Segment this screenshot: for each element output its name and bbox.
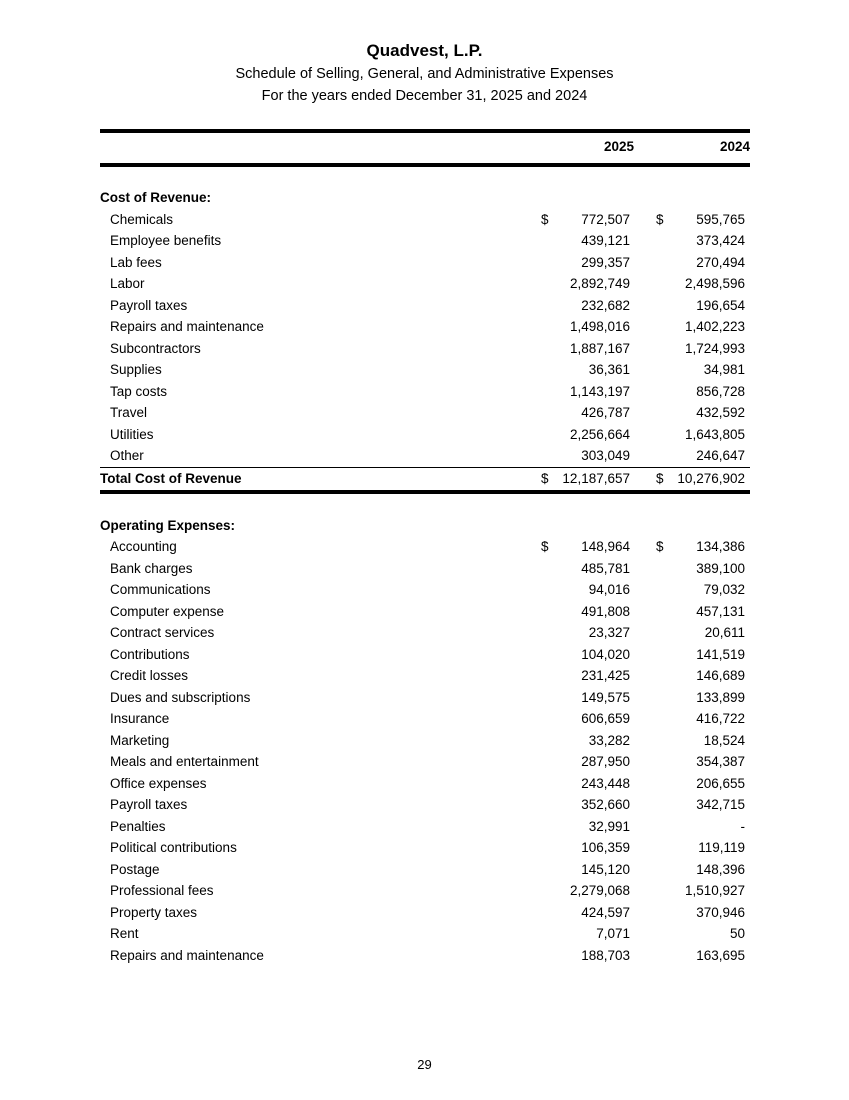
currency-symbol: $ bbox=[656, 470, 664, 486]
total-label: Total Cost of Revenue bbox=[100, 470, 242, 486]
value-2024: 196,654 bbox=[696, 297, 745, 313]
value-2025: 287,950 bbox=[581, 754, 630, 769]
value-2024: 1,510,927 bbox=[684, 883, 745, 898]
row-label: Professional fees bbox=[110, 883, 214, 898]
value-2024: 50 bbox=[729, 926, 745, 941]
table-row bbox=[100, 445, 750, 467]
table-row bbox=[100, 687, 750, 709]
value-2025: 243,448 bbox=[581, 775, 630, 791]
value-2025: 1,887,167 bbox=[569, 340, 630, 356]
table-row bbox=[100, 359, 750, 381]
row-label: Chemicals bbox=[110, 211, 174, 227]
table-row bbox=[100, 601, 750, 623]
value-2024: 20,611 bbox=[704, 625, 745, 640]
table-row bbox=[100, 338, 750, 360]
table-row bbox=[100, 794, 750, 816]
row-label: Contributions bbox=[110, 646, 190, 662]
value-2025: 352,660 bbox=[581, 797, 630, 812]
value-2025: 485,781 bbox=[581, 560, 630, 576]
table-row bbox=[100, 816, 750, 838]
period-subtitle: For the years ended December 31, 2025 and 2024 bbox=[261, 88, 588, 104]
row-label: Repairs and maintenance bbox=[110, 319, 264, 334]
value-2025: 1,143,197 bbox=[569, 383, 630, 399]
value-2025: 188,703 bbox=[581, 947, 630, 963]
value-2024: 79,032 bbox=[703, 582, 745, 597]
row-label: Employee benefits bbox=[110, 233, 222, 248]
table-row bbox=[100, 558, 750, 580]
value-2024: 856,728 bbox=[696, 383, 745, 399]
table-row bbox=[100, 730, 750, 752]
value-2025: 491,808 bbox=[581, 603, 630, 619]
row-label: Lab fees bbox=[110, 254, 162, 270]
row-label: Marketing bbox=[110, 732, 170, 748]
value-2025: 148,964 bbox=[581, 539, 630, 554]
table-row bbox=[100, 230, 750, 252]
table-row bbox=[100, 536, 750, 558]
value-2024: 134,386 bbox=[696, 539, 745, 554]
value-2025: 772,507 bbox=[581, 211, 630, 227]
row-label: Supplies bbox=[110, 362, 162, 377]
value-2024: 119,119 bbox=[698, 840, 745, 855]
table-row bbox=[100, 751, 750, 773]
value-2024: 34,981 bbox=[703, 362, 745, 377]
value-2025: 231,425 bbox=[581, 668, 630, 683]
value-2024: 146,689 bbox=[696, 668, 745, 683]
total-cost-of-revenue-row bbox=[100, 467, 750, 494]
column-header-row bbox=[100, 129, 750, 167]
row-label: Political contributions bbox=[110, 840, 237, 855]
page-number: 29 bbox=[417, 1057, 432, 1072]
table-row bbox=[100, 859, 750, 881]
value-2024: 206,655 bbox=[696, 775, 745, 791]
table-row bbox=[100, 902, 750, 924]
value-2025: 232,682 bbox=[581, 297, 630, 313]
currency-symbol: $ bbox=[656, 539, 664, 554]
row-label: Communications bbox=[110, 582, 211, 597]
value-2024: 1,724,993 bbox=[684, 340, 745, 356]
value-2025: 2,279,068 bbox=[569, 883, 630, 898]
value-2024: 246,647 bbox=[696, 448, 745, 463]
value-2024: 595,765 bbox=[696, 211, 745, 227]
value-2024: 389,100 bbox=[696, 560, 745, 576]
cost-of-revenue-heading: Cost of Revenue: bbox=[100, 190, 212, 205]
table-row bbox=[100, 644, 750, 666]
value-2024: 163,695 bbox=[696, 947, 745, 963]
table-row bbox=[100, 295, 750, 317]
row-label: Payroll taxes bbox=[110, 297, 188, 313]
expense-schedule-table bbox=[100, 129, 750, 966]
table-row bbox=[100, 579, 750, 601]
value-2024: 354,387 bbox=[696, 754, 745, 769]
value-2024: 1,402,223 bbox=[684, 319, 745, 334]
value-2024: 373,424 bbox=[696, 233, 745, 248]
value-2025: 606,659 bbox=[581, 711, 630, 726]
row-label: Utilities bbox=[110, 426, 154, 442]
row-label: Dues and subscriptions bbox=[110, 689, 251, 705]
cost-of-revenue-rows bbox=[100, 209, 750, 467]
row-label: Payroll taxes bbox=[110, 797, 188, 812]
row-label: Penalties bbox=[110, 818, 166, 834]
table-row bbox=[100, 316, 750, 338]
value-2025: 1,498,016 bbox=[569, 319, 630, 334]
value-2025: 426,787 bbox=[581, 405, 630, 420]
table-row bbox=[100, 945, 750, 967]
value-2024: 342,715 bbox=[696, 797, 745, 812]
value-2024: 432,592 bbox=[696, 405, 745, 420]
table-row bbox=[100, 273, 750, 295]
table-row bbox=[100, 837, 750, 859]
row-label: Credit losses bbox=[110, 668, 189, 683]
row-label: Repairs and maintenance bbox=[110, 947, 264, 963]
currency-symbol: $ bbox=[541, 539, 549, 554]
value-2024: 2,498,596 bbox=[684, 276, 745, 291]
value-2025: 439,121 bbox=[581, 233, 630, 248]
total-2024-value: 10,276,902 bbox=[677, 470, 745, 486]
column-header-2024: 2024 bbox=[719, 139, 750, 154]
row-label: Subcontractors bbox=[110, 340, 201, 356]
table-row bbox=[100, 424, 750, 446]
table-row bbox=[100, 402, 750, 424]
value-2024: 370,946 bbox=[696, 904, 745, 920]
row-label: Contract services bbox=[110, 625, 215, 640]
table-row bbox=[100, 665, 750, 687]
value-2025: 424,597 bbox=[581, 904, 630, 920]
table-row bbox=[100, 880, 750, 902]
row-label: Property taxes bbox=[110, 904, 198, 920]
table-row bbox=[100, 252, 750, 274]
value-2024: - bbox=[740, 818, 745, 834]
value-2024: 416,722 bbox=[696, 711, 745, 726]
company-name: Quadvest, L.P. bbox=[366, 41, 483, 60]
value-2025: 2,892,749 bbox=[569, 276, 630, 291]
value-2025: 106,359 bbox=[581, 840, 630, 855]
row-label: Rent bbox=[110, 926, 139, 941]
column-header-2025: 2025 bbox=[603, 139, 634, 154]
table-row bbox=[100, 773, 750, 795]
value-2024: 18,524 bbox=[703, 732, 745, 748]
value-2024: 133,899 bbox=[696, 689, 745, 705]
value-2024: 141,519 bbox=[696, 646, 745, 662]
row-label: Insurance bbox=[110, 711, 170, 726]
row-label: Other bbox=[110, 448, 144, 463]
row-label: Office expenses bbox=[110, 775, 207, 791]
value-2025: 94,016 bbox=[588, 582, 630, 597]
value-2025: 23,327 bbox=[588, 625, 630, 640]
row-label: Accounting bbox=[110, 539, 177, 554]
row-label: Computer expense bbox=[110, 603, 225, 619]
value-2025: 299,357 bbox=[581, 254, 630, 270]
row-label: Labor bbox=[110, 276, 145, 291]
table-row bbox=[100, 381, 750, 403]
value-2024: 148,396 bbox=[696, 861, 745, 877]
value-2025: 36,361 bbox=[588, 362, 630, 377]
row-label: Meals and entertainment bbox=[110, 754, 259, 769]
value-2024: 457,131 bbox=[696, 603, 745, 619]
row-label: Tap costs bbox=[110, 383, 168, 399]
value-2024: 1,643,805 bbox=[684, 426, 745, 442]
currency-symbol: $ bbox=[656, 211, 664, 227]
table-row bbox=[100, 209, 750, 231]
operating-expenses-heading: Operating Expenses: bbox=[100, 517, 236, 533]
operating-expenses-rows bbox=[100, 536, 750, 966]
value-2025: 2,256,664 bbox=[569, 426, 630, 442]
value-2025: 7,071 bbox=[596, 926, 630, 941]
value-2025: 104,020 bbox=[581, 646, 630, 662]
row-label: Postage bbox=[110, 861, 160, 877]
value-2025: 33,282 bbox=[588, 732, 630, 748]
table-row bbox=[100, 622, 750, 644]
table-row bbox=[100, 923, 750, 945]
schedule-title: Schedule of Selling, General, and Administrative Expenses bbox=[235, 66, 614, 82]
row-label: Bank charges bbox=[110, 560, 193, 576]
value-2025: 32,991 bbox=[588, 818, 630, 834]
value-2025: 149,575 bbox=[581, 689, 630, 705]
value-2024: 270,494 bbox=[696, 254, 745, 270]
total-2025-value: 12,187,657 bbox=[562, 470, 630, 486]
row-label: Travel bbox=[110, 405, 148, 420]
value-2025: 145,120 bbox=[581, 861, 630, 877]
value-2025: 303,049 bbox=[581, 448, 630, 463]
currency-symbol: $ bbox=[541, 211, 549, 227]
table-row bbox=[100, 708, 750, 730]
currency-symbol: $ bbox=[541, 470, 549, 486]
